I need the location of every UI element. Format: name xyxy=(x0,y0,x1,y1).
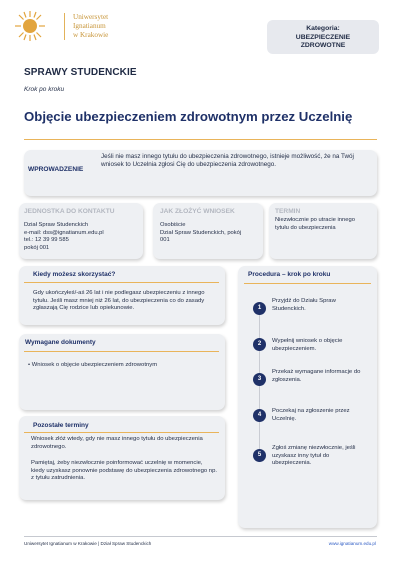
step-text-3: Przekaż wymagane informacje do zgłoszenia. xyxy=(272,369,361,383)
deadline-details xyxy=(275,217,355,232)
contact-heading: JEDNOSTKA DO KONTAKTU xyxy=(24,208,115,215)
docs-list-item: • Wniosek o objęcie ubezpieczeniem zdrowotnym xyxy=(28,362,158,368)
footer-website-link[interactable]: www.ignatianum.edu.pl xyxy=(328,541,376,546)
docs-item-label: Wniosek o objęcie ubezpieczeniem zdrowotnym xyxy=(31,362,158,368)
contact-phone: tel.: 12 39 99 585 xyxy=(24,237,69,244)
contact-unit: Dział Spraw Studenckich xyxy=(24,222,89,228)
step-number-4: 4 xyxy=(253,409,266,422)
when-text: Gdy ukończyłeś/-aś 26 lat i nie podlegasz ubezpieczeniu z innego tytułu. Jeśli masz mniej niż 26 lat, do ubezpieczenia co do zasady zgłaszają Cię rodzice lub opiekunowie. xyxy=(33,290,205,312)
sun-emblem-icon xyxy=(10,9,56,43)
page-subtitle: Krok po kroku xyxy=(24,86,65,93)
university-logo xyxy=(10,9,108,43)
page-title: Objęcie ubezpieczeniem zdrowotnym przez Uczelnię xyxy=(24,109,353,124)
contact-email: e-mail: dss@ignatianum.edu.pl xyxy=(24,229,104,236)
when-heading: Kiedy możesz skorzystać? xyxy=(33,271,116,278)
docs-heading: Wymagane dokumenty xyxy=(25,339,96,346)
how-details xyxy=(160,222,241,245)
logo-line: w Krakowie xyxy=(73,30,109,39)
steps-connector xyxy=(259,312,260,462)
intro-text: Jeśli nie masz innego tytułu do ubezpieczenia zdrowotnego, istnieje możliwość, że na Twój wniosek to Uczelnia zgłosi Cię do ubezpieczenia zdrowotnego. xyxy=(101,153,354,169)
intro-label: WPROWADZENIE xyxy=(28,166,84,173)
footer-divider xyxy=(24,536,377,537)
title-divider xyxy=(24,139,377,140)
how-line: Dział Spraw Studenckich, pokój xyxy=(160,229,242,236)
deadline-line: Niezwłocznie po utracie innego xyxy=(275,217,355,223)
docs-divider xyxy=(24,351,219,352)
step-number-5: 5 xyxy=(253,449,266,462)
step-text-1: Przyjdź do Działu Spraw Studenckich. xyxy=(272,298,336,312)
category-value: UBEZPIECZENIE xyxy=(295,33,351,41)
procedure-heading: Procedura – krok po kroku xyxy=(248,271,331,278)
logo-line: Uniwersytet xyxy=(73,12,109,21)
category-label: Kategoria: xyxy=(306,25,340,32)
footer-text: Uniwersytet Ignatianum w Krakowie | Dział Spraw Studenckich xyxy=(24,541,152,546)
category-badge xyxy=(267,20,379,54)
how-line: 001 xyxy=(160,237,170,244)
contact-details xyxy=(24,222,104,252)
other-text-1: Wniosek złóż wtedy, gdy nie masz innego tytułu do ubezpieczenia zdrowotnego. xyxy=(31,436,203,450)
logo-line: Ignatianum xyxy=(73,21,106,30)
contact-room: pokój 001 xyxy=(24,244,50,251)
step-text-4: Poczekaj na zgłoszenie przez Uczelnię. xyxy=(272,408,350,422)
other-text-2: Pamiętaj, żeby niezwłocznie poinformować uczelnię w momencie, kiedy uzyskasz ponownie podstawę do ubezpieczenia zdrowotnego np. z tytułu zatrudnienia. xyxy=(31,460,218,482)
step-text-5: Zgłoś zmianę niezwłocznie, jeśli uzyskasz inny tytuł do ubezpieczenia. xyxy=(272,445,356,467)
step-number-2: 2 xyxy=(253,338,266,351)
when-divider xyxy=(24,282,219,283)
step-number-1: 1 xyxy=(253,302,266,315)
deadline-heading: TERMIN xyxy=(275,208,301,215)
deadline-line: tytułu do ubezpieczenia xyxy=(275,224,336,231)
category-value: ZDROWOTNE xyxy=(300,42,346,49)
how-line: Osobiście xyxy=(160,222,186,228)
step-text-2: Wypełnij wniosek o objęcie ubezpieczeniem. xyxy=(272,338,343,352)
step-number-3: 3 xyxy=(253,373,266,386)
how-heading: JAK ZŁOŻYĆ WNIOSEK xyxy=(160,208,235,215)
procedure-divider xyxy=(244,283,371,284)
other-heading: Pozostałe terminy xyxy=(33,422,89,429)
other-divider xyxy=(24,432,219,433)
logo-wordmark xyxy=(64,13,108,40)
section-title: SPRAWY STUDENCKIE xyxy=(24,67,137,78)
